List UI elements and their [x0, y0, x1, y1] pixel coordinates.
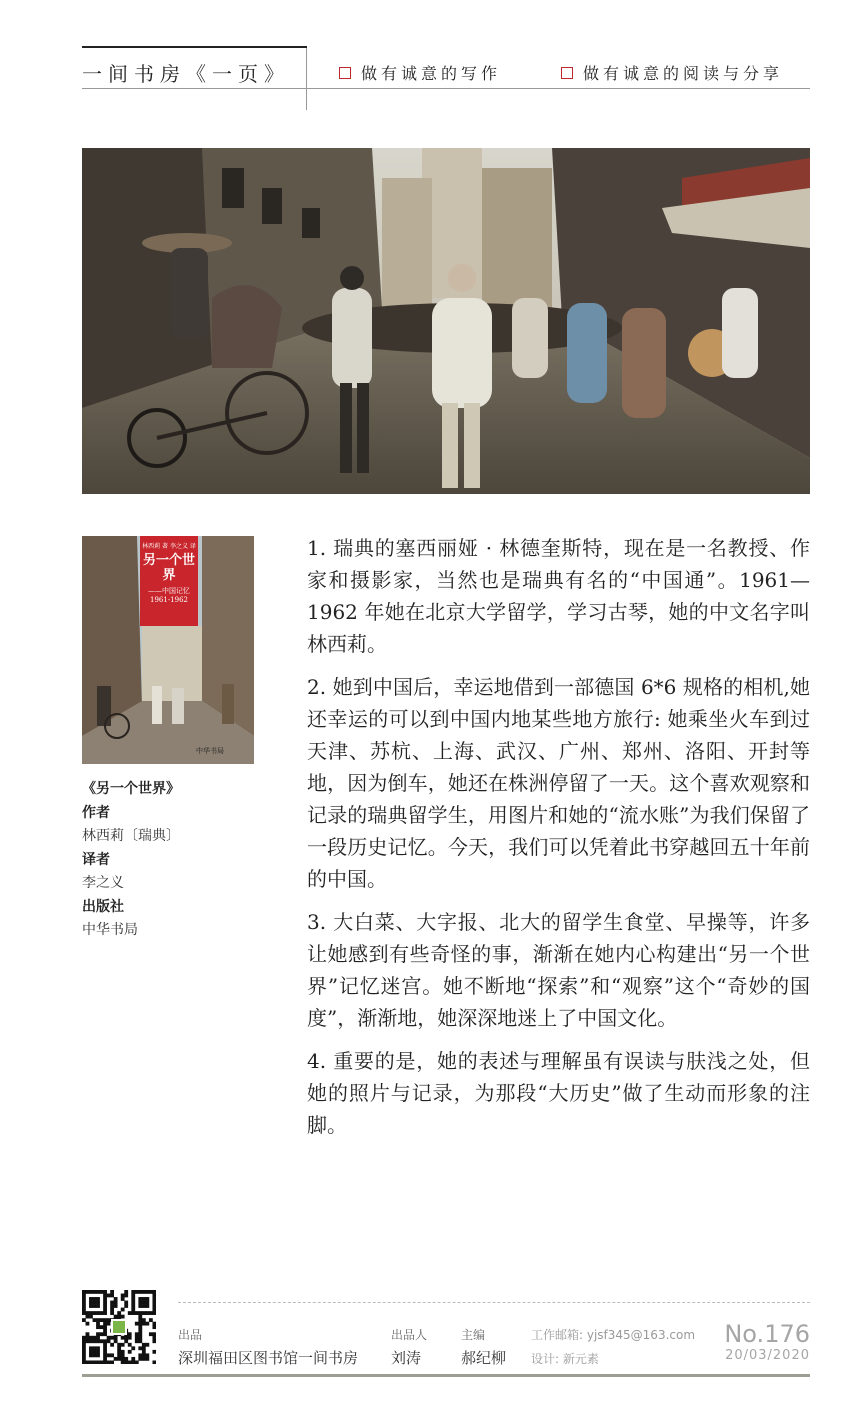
page-title: 一间书房《一页》: [82, 62, 290, 86]
design-credit: 设计: 新元素: [531, 1352, 599, 1366]
author-value: 林西莉〔瑞典〕: [82, 828, 180, 844]
street-photo: [82, 148, 810, 494]
translator-label: 译者: [82, 851, 110, 868]
publisher-label: 出版社: [82, 898, 124, 915]
producer-label: 出品: [178, 1328, 203, 1342]
book-cover-title-panel: [140, 536, 198, 626]
slogan-writing: [339, 61, 501, 84]
checkbox-icon: [339, 67, 351, 79]
book-title: 《另一个世界》: [82, 781, 180, 797]
book-cover: [82, 536, 254, 764]
producer-person-value: 刘涛: [391, 1349, 422, 1367]
paragraph-3: 3. 大白菜、大字报、北大的留学生食堂、早操等，许多让她感到有些奇怪的事，渐渐在她内心构建出“另一个世界”记忆迷宫。她不断地“探索”和“观察”这个“奇妙的国度”，渐渐地，她深深地迷上了中国文化。: [307, 910, 810, 1030]
email-text: 工作邮箱: yjsf345@163.com: [531, 1328, 696, 1342]
qr-code-icon: [82, 1290, 156, 1364]
header-bottom-rule: [82, 88, 810, 89]
header-divider: [306, 48, 307, 110]
article-body: [307, 532, 810, 1152]
checkbox-icon: [561, 67, 573, 79]
book-cover-publisher: 中华书局: [196, 747, 224, 755]
paragraph-1: 1. 瑞典的塞西丽娅 · 林德奎斯特，现在是一名教授、作家和摄影家，当然也是瑞典有名的“中国通”。1961—1962 年她在北京大学留学，学习古琴，她的中文名字叫林西莉。: [307, 536, 810, 656]
footer-bottom-rule: [82, 1374, 810, 1377]
slogan-reading-text: 做有诚意的阅读与分享: [583, 64, 784, 83]
book-cover-subtitle: ——中国记忆: [148, 587, 190, 595]
publisher-value: 中华书局: [82, 922, 138, 938]
book-cover-years: 1961-1962: [150, 596, 188, 604]
editor-value: 郝纪柳: [461, 1349, 507, 1367]
header-top-rule: [82, 46, 307, 48]
slogan-reading: [561, 61, 783, 84]
producer-person-label: 出品人: [391, 1328, 428, 1342]
issue-date: 20/03/2020: [725, 1348, 810, 1363]
paragraph-2: 2. 她到中国后，幸运地借到一部德国 6*6 规格的相机,她还幸运的可以到中国内地某些地方旅行: 她乘坐火车到过天津、苏杭、上海、武汉、广州、郑州、洛阳、开封等地，因为倒车，她还在株洲停留了一天。这个喜欢观察和记录的瑞典留学生，用图片和她的“流水账”为我们保留了一段历史记忆。今天，我们可以凭着此书穿越回五十年前的中国。: [307, 675, 810, 891]
translator-value: 李之义: [82, 875, 124, 891]
producer-value: 深圳福田区图书馆一间书房: [178, 1349, 359, 1367]
slogan-writing-text: 做有诚意的写作: [361, 64, 502, 83]
author-label: 作者: [82, 804, 110, 821]
editor-label: 主编: [461, 1328, 486, 1342]
book-cover-author: 林西莉 著 李之义 译: [142, 543, 196, 550]
issue-number: No.176: [724, 1320, 810, 1348]
paragraph-4: 4. 重要的是，她的表述与理解虽有误读与肤浅之处，但她的照片与记录，为那段“大历史”做了生动而形象的注脚。: [307, 1049, 810, 1137]
book-cover-title: 另一个世界: [142, 553, 195, 583]
book-info: [82, 778, 282, 943]
footer-dashed-rule: [178, 1302, 810, 1303]
